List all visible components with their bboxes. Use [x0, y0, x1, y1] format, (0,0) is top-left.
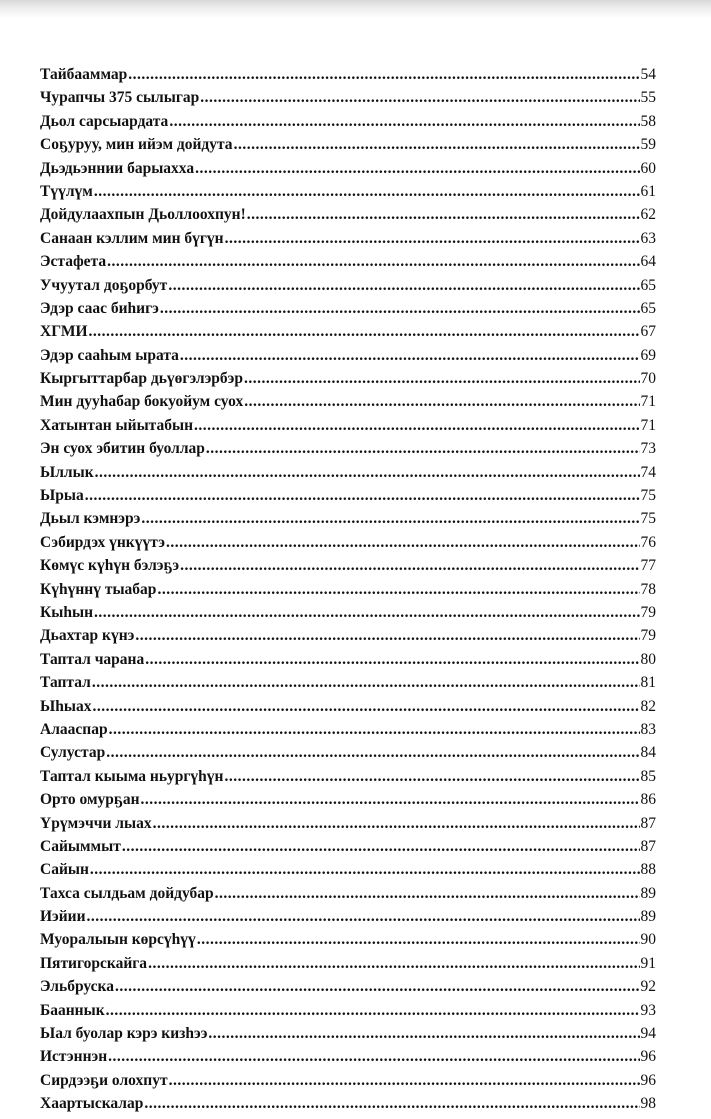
- toc-dot-leader: [141, 510, 639, 528]
- toc-entry: [40, 230, 656, 253]
- toc-dot-leader: [148, 955, 639, 973]
- toc-entry-title: Тайбааммар: [40, 66, 128, 83]
- toc-entry-page-number: 94: [640, 1025, 656, 1043]
- toc-entry: [40, 160, 656, 183]
- toc-entry-title: Дойдулаахпын Дьоллоохпун!: [40, 206, 246, 224]
- toc-entry: [40, 791, 656, 814]
- toc-entry: [40, 183, 656, 206]
- toc-entry: [40, 113, 656, 136]
- toc-dot-leader: [106, 744, 639, 762]
- toc-entry-page-number: 65: [640, 299, 656, 317]
- toc-dot-leader: [141, 791, 640, 809]
- toc-entry-page-number: 58: [640, 112, 656, 130]
- toc-dot-leader: [215, 885, 640, 903]
- toc-entry-title: Чурапчы 375 сылыгар: [40, 89, 200, 107]
- toc-dot-leader: [92, 674, 640, 692]
- toc-entry: [40, 1048, 656, 1071]
- toc-entry: [40, 838, 656, 861]
- toc-entry: [40, 581, 656, 604]
- toc-entry-page-number: 92: [640, 978, 656, 996]
- toc-entry-title: Иэйии: [40, 908, 86, 926]
- toc-dot-leader: [92, 698, 639, 716]
- toc-entry: [40, 136, 656, 159]
- toc-entry-page-number: 86: [640, 791, 656, 809]
- toc-dot-leader: [168, 277, 639, 295]
- toc-entry: [40, 908, 656, 931]
- toc-entry-title: Кыргыттарбар дьүөгэлэрбэр: [40, 370, 243, 388]
- toc-entry: [40, 277, 656, 300]
- toc-dot-leader: [160, 300, 640, 318]
- toc-entry-title: Сирдээҕи олохпут: [40, 1071, 168, 1089]
- toc-entry-page-number: 77: [640, 557, 656, 575]
- toc-dot-leader: [95, 464, 640, 482]
- toc-entry-page-number: 82: [640, 697, 656, 715]
- toc-dot-leader: [169, 1072, 640, 1090]
- toc-dot-leader: [90, 861, 640, 879]
- toc-entry: [40, 323, 656, 346]
- toc-entry-title: Дьэдьэннии барыахха: [40, 159, 195, 177]
- toc-entry-title: Орто омурҕан: [40, 791, 140, 809]
- toc-entry: [40, 744, 656, 767]
- toc-entry: [40, 89, 656, 112]
- toc-entry-page-number: 79: [640, 627, 656, 645]
- toc-entry-title: Сайын: [40, 861, 89, 879]
- toc-dot-leader: [234, 136, 640, 154]
- toc-entry-title: Мин дууһабар бокуойум суох: [40, 393, 244, 411]
- toc-entry-page-number: 93: [640, 1001, 656, 1019]
- toc-entry-title: Муоралыын көрсүһүү: [40, 931, 196, 949]
- toc-dot-leader: [247, 206, 640, 224]
- toc-dot-leader: [208, 1025, 639, 1043]
- toc-entry: [40, 440, 656, 463]
- toc-dot-leader: [106, 1002, 640, 1020]
- toc-entry-page-number: 54: [640, 66, 656, 83]
- toc-dot-leader: [135, 627, 639, 645]
- table-of-contents: [40, 66, 656, 1119]
- toc-entry: [40, 417, 656, 440]
- toc-dot-leader: [94, 604, 640, 622]
- toc-entry-page-number: 89: [640, 884, 656, 902]
- toc-entry: [40, 1072, 656, 1095]
- toc-entry: [40, 674, 656, 697]
- toc-entry-page-number: 79: [640, 603, 656, 621]
- toc-entry-title: Дьахтар күнэ: [40, 627, 135, 645]
- toc-entry-title: Кыһын: [40, 603, 93, 621]
- toc-entry: [40, 206, 656, 229]
- toc-entry-page-number: 65: [640, 276, 656, 294]
- toc-entry-title: Эн суох эбитин буоллар: [40, 440, 205, 458]
- toc-entry-title: Хатынтан ыйытабын: [40, 416, 194, 434]
- toc-entry-title: Алааспар: [40, 720, 108, 738]
- toc-entry-page-number: 76: [640, 533, 656, 551]
- toc-entry-page-number: 78: [640, 580, 656, 598]
- toc-entry-page-number: 71: [640, 416, 656, 434]
- toc-entry-title: Ыал буолар кэрэ кизһээ: [40, 1025, 208, 1043]
- toc-entry: [40, 300, 656, 323]
- toc-entry-page-number: 59: [640, 136, 656, 154]
- toc-entry: [40, 768, 656, 791]
- toc-entry-title: Күһүннү тыабар: [40, 580, 157, 598]
- toc-entry-page-number: 84: [640, 744, 656, 762]
- toc-entry-page-number: 80: [640, 650, 656, 668]
- toc-entry-title: Сулустар: [40, 744, 106, 762]
- toc-entry: [40, 698, 656, 721]
- toc-entry-title: Тахса сылдьам дойдубар: [40, 884, 214, 902]
- toc-dot-leader: [109, 721, 640, 739]
- toc-entry-title: Соҕуруу, мин ийэм дойдута: [40, 136, 233, 154]
- toc-entry-title: Санаан кэллим мин бүгүн: [40, 229, 224, 247]
- toc-entry-page-number: 96: [640, 1071, 656, 1089]
- toc-entry-title: Эдэр сааһым ырата: [40, 346, 179, 364]
- toc-entry-title: Учуутал доҕорбут: [40, 276, 168, 294]
- toc-dot-leader: [107, 253, 639, 271]
- toc-entry: [40, 1025, 656, 1048]
- toc-dot-leader: [115, 978, 640, 996]
- toc-entry: [40, 464, 656, 487]
- toc-entry-page-number: 67: [640, 323, 656, 341]
- toc-entry-page-number: 90: [640, 931, 656, 949]
- toc-dot-leader: [108, 1048, 639, 1066]
- toc-dot-leader: [87, 908, 640, 926]
- toc-dot-leader: [180, 347, 640, 365]
- toc-entry-page-number: 75: [640, 487, 656, 505]
- toc-entry: [40, 347, 656, 370]
- toc-entry: [40, 885, 656, 908]
- toc-entry-title: Таптал чарана: [40, 650, 145, 668]
- toc-entry-title: Көмүс күһүн бэлэҕэ: [40, 557, 180, 575]
- toc-entry-title: Пятигорскайга: [40, 954, 148, 972]
- toc-entry: [40, 66, 656, 89]
- toc-entry: [40, 861, 656, 884]
- toc-entry-title: Дьыл кэмнэрэ: [40, 510, 141, 528]
- toc-dot-leader: [145, 651, 639, 669]
- toc-dot-leader: [153, 815, 640, 833]
- toc-entry-page-number: 64: [640, 253, 656, 271]
- toc-entry-page-number: 55: [640, 89, 656, 107]
- toc-entry: [40, 393, 656, 416]
- toc-dot-leader: [225, 230, 640, 248]
- toc-entry-page-number: 73: [640, 440, 656, 458]
- toc-entry: [40, 370, 656, 393]
- toc-dot-leader: [166, 534, 640, 552]
- toc-entry-page-number: 87: [640, 814, 656, 832]
- toc-entry-page-number: 69: [640, 346, 656, 364]
- toc-entry-page-number: 62: [640, 206, 656, 224]
- toc-entry: [40, 487, 656, 510]
- toc-entry-page-number: 70: [640, 370, 656, 388]
- toc-entry: [40, 955, 656, 978]
- toc-entry: [40, 1095, 656, 1118]
- toc-entry-page-number: 89: [640, 908, 656, 926]
- toc-entry-title: Бааннык: [40, 1001, 105, 1019]
- toc-entry-title: Ырыа: [40, 487, 84, 505]
- toc-entry-page-number: 75: [640, 510, 656, 528]
- toc-entry-page-number: 61: [640, 182, 656, 200]
- toc-entry-title: ХГМИ: [40, 323, 88, 341]
- toc-dot-leader: [195, 160, 639, 178]
- toc-entry-title: Сэбирдэх үнкүүтэ: [40, 533, 165, 551]
- toc-dot-leader: [157, 581, 639, 599]
- toc-entry-page-number: 91: [640, 954, 656, 972]
- toc-entry-title: Таптал: [40, 674, 91, 692]
- toc-dot-leader: [180, 557, 639, 575]
- toc-dot-leader: [197, 931, 640, 949]
- toc-dot-leader: [144, 1095, 639, 1113]
- toc-entry-title: Истэннэн: [40, 1048, 108, 1066]
- toc-entry: [40, 978, 656, 1001]
- toc-entry-page-number: 63: [640, 229, 656, 247]
- toc-dot-leader: [244, 370, 640, 388]
- toc-entry-title: Таптал кыыма ньургүһүн: [40, 767, 224, 785]
- toc-entry-page-number: 96: [640, 1048, 656, 1066]
- toc-entry-page-number: 85: [640, 767, 656, 785]
- toc-entry: [40, 604, 656, 627]
- toc-dot-leader: [244, 393, 639, 411]
- toc-dot-leader: [206, 440, 640, 458]
- toc-entry-title: Түүлүм: [40, 182, 93, 200]
- toc-entry-title: Дьол сарсыардата: [40, 112, 169, 130]
- toc-entry-title: Эльбруска: [40, 978, 114, 996]
- page-top-shadow: [0, 0, 711, 18]
- toc-entry-title: Ыһыах: [40, 697, 92, 715]
- toc-entry: [40, 627, 656, 650]
- toc-entry-title: Сайыммыт: [40, 837, 121, 855]
- toc-entry-title: Хаартыскалар: [40, 1095, 144, 1113]
- toc-entry: [40, 534, 656, 557]
- toc-entry-title: Эдэр саас биһигэ: [40, 299, 159, 317]
- toc-dot-leader: [89, 323, 640, 341]
- toc-entry-page-number: 83: [640, 720, 656, 738]
- toc-entry: [40, 510, 656, 533]
- toc-entry-title: Ыллык: [40, 463, 94, 481]
- toc-dot-leader: [200, 89, 639, 107]
- toc-entry-page-number: 87: [640, 837, 656, 855]
- toc-dot-leader: [225, 768, 640, 786]
- toc-entry: [40, 1002, 656, 1025]
- toc-entry-page-number: 88: [640, 861, 656, 879]
- toc-entry-page-number: 71: [640, 393, 656, 411]
- toc-entry-title: Үрүмэччи лыах: [40, 814, 152, 832]
- toc-dot-leader: [128, 66, 639, 84]
- toc-dot-leader: [169, 113, 639, 131]
- toc-entry: [40, 815, 656, 838]
- toc-dot-leader: [85, 487, 640, 505]
- toc-entry: [40, 931, 656, 954]
- toc-entry-page-number: 60: [640, 159, 656, 177]
- toc-dot-leader: [194, 417, 639, 435]
- toc-entry: [40, 721, 656, 744]
- toc-entry-title: Эстафета: [40, 253, 107, 271]
- toc-entry-page-number: 81: [640, 674, 656, 692]
- toc-entry: [40, 253, 656, 276]
- toc-entry-page-number: 98: [640, 1095, 656, 1113]
- toc-dot-leader: [94, 183, 640, 201]
- toc-entry-page-number: 74: [640, 463, 656, 481]
- toc-dot-leader: [122, 838, 640, 856]
- toc-entry: [40, 557, 656, 580]
- toc-entry: [40, 651, 656, 674]
